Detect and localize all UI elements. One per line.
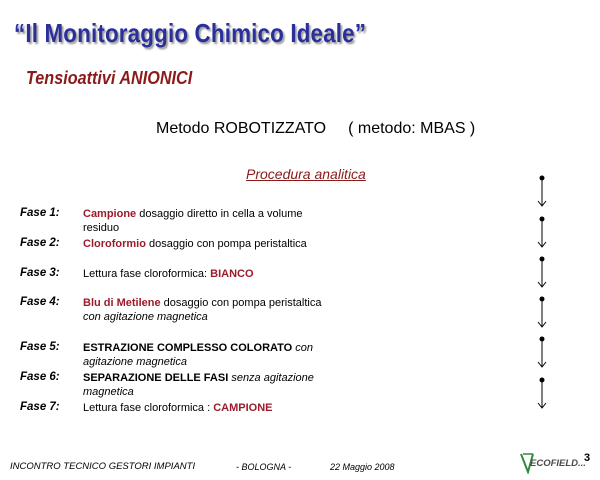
phase-label: Fase 7: (20, 401, 60, 413)
phase-text-part: Campione (83, 208, 137, 220)
title-text: Il Monitoraggio Chimico Ideale (25, 18, 355, 48)
phase-text-part: senza agitazione magnetica (83, 372, 314, 398)
title-close-quote: ” (354, 18, 367, 48)
down-arrow-icon (538, 378, 546, 409)
phase-text-part: Lettura fase cloroformica : (83, 402, 214, 414)
phase-text-part: dosaggio diretto in cella a volume residuo (83, 208, 303, 234)
footer-event: INCONTRO TECNICO GESTORI IMPIANTI (10, 461, 196, 472)
logo-text: ECOFIELD... (530, 458, 586, 469)
phase-text-part: Cloroformio (83, 238, 146, 250)
down-arrow-icon (538, 337, 546, 368)
phase-description (83, 401, 333, 415)
phase-label: Fase 3: (20, 267, 60, 279)
phase-description (83, 207, 333, 235)
page-number: 3 (584, 452, 591, 464)
title-open-quote: “ (14, 18, 26, 48)
phase-label: Fase 2: (20, 237, 60, 249)
phase-description (83, 296, 333, 324)
phase-description (83, 371, 333, 399)
phase-text-part: Lettura fase cloroformica: (83, 268, 211, 280)
phase-text-part: dosaggio con pompa peristaltica (145, 238, 307, 250)
method-code: ( metodo: MBAS ) (348, 120, 476, 137)
slide-subtitle: Tensioattivi ANIONICI (26, 68, 193, 88)
phase-text-part: con agitazione magnetica (83, 311, 208, 323)
phase-text-part: BIANCO (210, 268, 254, 280)
phase-label: Fase 6: (20, 371, 60, 383)
phase-description (83, 341, 333, 369)
method-name: Metodo ROBOTIZZATO (156, 120, 327, 137)
phase-text-part: ESTRAZIONE COMPLESSO COLORATO (83, 342, 293, 354)
method-line (156, 120, 475, 138)
phase-text-part: Blu di Metilene (83, 297, 161, 309)
phase-description (83, 237, 333, 251)
down-arrow-icon (538, 176, 546, 207)
footer-date: 22 Maggio 2008 (330, 462, 395, 472)
down-arrow-icon (538, 297, 546, 328)
slide-title (14, 18, 366, 49)
procedure-title: Procedura analitica (246, 166, 366, 182)
phase-text-part: CAMPIONE (213, 402, 273, 414)
phase-description (83, 267, 333, 281)
phase-label: Fase 4: (20, 296, 60, 308)
footer-city: - BOLOGNA - (236, 462, 292, 472)
phase-text-part: con agitazione magnetica (83, 342, 314, 368)
flow-arrows (530, 170, 554, 420)
down-arrow-icon (538, 217, 546, 248)
down-arrow-icon (538, 257, 546, 288)
phase-label: Fase 1: (20, 207, 60, 219)
phase-label: Fase 5: (20, 341, 60, 353)
phase-text-part: dosaggio con pompa peristaltica (160, 297, 322, 309)
phase-text-part: SEPARAZIONE DELLE FASI (83, 372, 229, 384)
